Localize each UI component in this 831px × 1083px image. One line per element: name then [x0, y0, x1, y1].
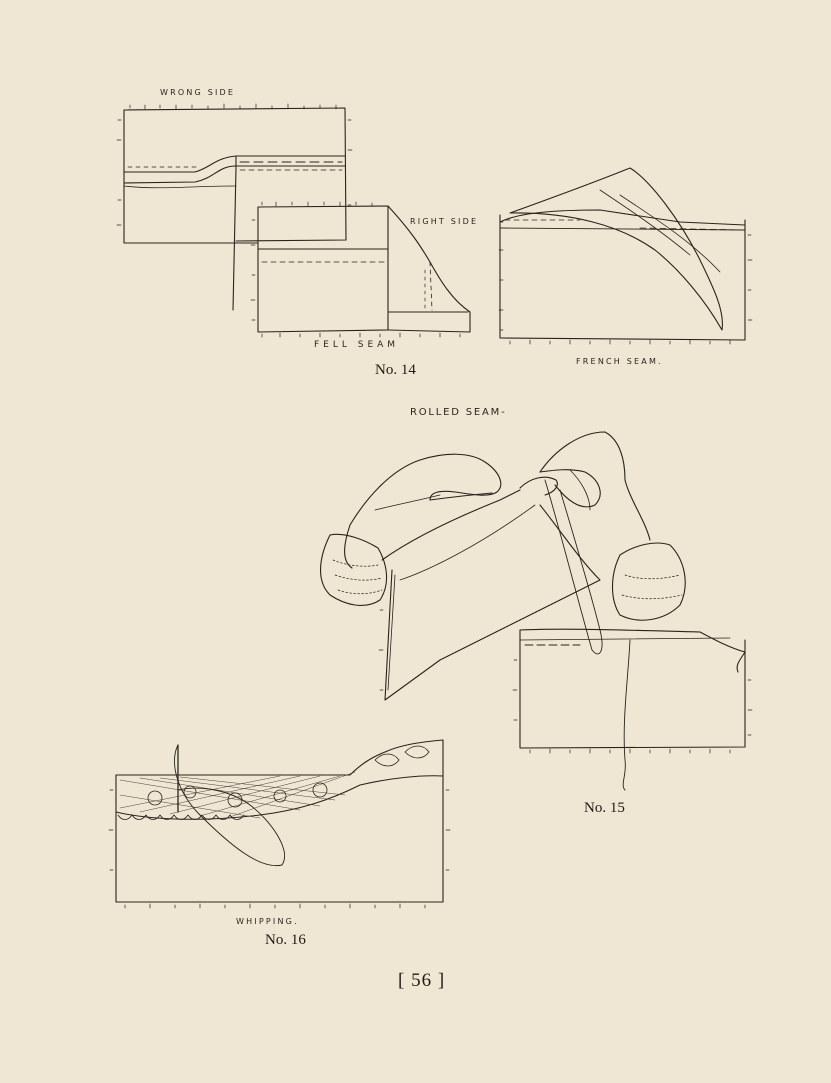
rolled-seam-drawing	[321, 432, 752, 790]
fell-seam-label: FELL SEAM	[314, 340, 400, 350]
wrong-side-label: WRONG SIDE	[160, 88, 236, 97]
whipping-label: WHIPPING.	[236, 917, 299, 926]
right-side-label: RIGHT SIDE	[410, 217, 479, 226]
whipping-drawing	[109, 740, 450, 908]
rolled-seam-label: ROLLED SEAM-	[410, 407, 507, 418]
french-seam-drawing	[499, 168, 752, 344]
french-seam-label: FRENCH SEAM.	[576, 357, 663, 366]
figure-caption-15: No. 15	[584, 800, 625, 816]
figure-caption-16: No. 16	[265, 932, 306, 948]
figure-caption-14: No. 14	[375, 362, 416, 378]
page-number: [ 56 ]	[398, 970, 446, 991]
